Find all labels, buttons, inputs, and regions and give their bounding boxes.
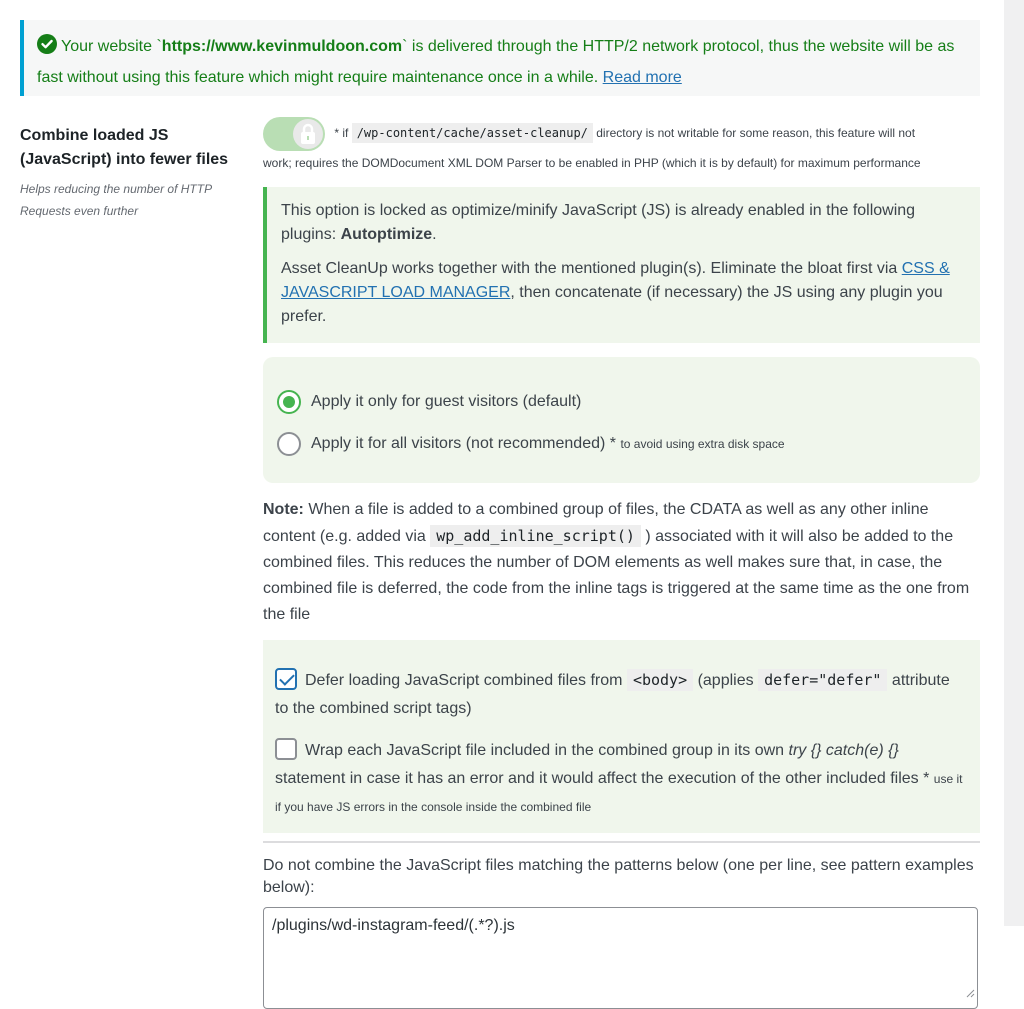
check-circle-icon <box>37 34 57 64</box>
notice-suffix: ` is delivered through the HTTP/2 network protocol, thus the website will be as fast without using this feature which might require maintenance once in a while. <box>37 38 955 86</box>
body-tag-code: <body> <box>627 669 693 691</box>
combine-options-box <box>263 640 980 833</box>
try-catch-text: try {} catch(e) {} <box>788 742 899 759</box>
load-manager-link[interactable]: CSS & JAVASCRIPT LOAD MANAGER <box>281 260 950 301</box>
lock-icon <box>298 123 318 157</box>
note-label: Note: <box>263 501 304 518</box>
setting-help: Helps reducing the number of HTTP Requests even further <box>20 182 212 218</box>
toggle-text-post: directory is not writable for some reason, this feature will not <box>596 126 916 141</box>
defer-text-2: (applies <box>697 672 754 689</box>
notice-url: https://www.kevinmuldoon.com <box>161 38 403 55</box>
toggle-text-pre: * if <box>334 126 349 141</box>
locked-paragraph-1 <box>281 199 964 247</box>
radio-option-all[interactable] <box>277 423 966 465</box>
defer-text-3: attribute to the combined script tags) <box>275 672 950 717</box>
resize-grip-icon[interactable] <box>965 982 975 1006</box>
divider <box>263 841 980 843</box>
defer-option <box>275 666 966 723</box>
toggle-row <box>263 117 980 151</box>
admin-right-edge <box>1004 0 1024 926</box>
radio-all[interactable] <box>277 432 301 456</box>
note-text-1: When a file is added to a combined group of files, the CDATA as well as any other inline content (e.g. added via <box>263 501 929 545</box>
read-more-link[interactable]: Read more <box>602 69 682 86</box>
setting-label-column <box>20 124 240 222</box>
combine-note <box>263 497 980 628</box>
locked-text-end: . <box>432 226 437 243</box>
radio-all-label: Apply it for all visitors (not recommended) * <box>311 435 616 452</box>
defer-text-1: Defer loading JavaScript combined files from <box>305 672 623 689</box>
radio-option-guests[interactable] <box>277 381 966 423</box>
exclude-patterns-value: /plugins/wd-instagram-feed/(.*?).js <box>272 917 515 934</box>
radio-all-hint: to avoid using extra disk space <box>620 437 785 451</box>
radio-guests-label: Apply it only for guest visitors (default) <box>311 393 582 410</box>
wrap-text-2: statement in case it has an error and it would affect the execution of the other included files * <box>275 770 930 787</box>
plugin-name: Autoptimize <box>340 226 433 243</box>
locked-notice <box>263 187 980 343</box>
setting-title: Combine loaded JS (JavaScript) into fewer files <box>20 127 229 168</box>
wrap-text-1: Wrap each JavaScript file included in the combined group in its own <box>305 742 785 759</box>
wrap-try-catch-checkbox[interactable] <box>275 738 297 760</box>
cache-path-code: /wp-content/cache/asset-cleanup/ <box>352 123 593 143</box>
toggle-requirement-text: work; requires the DOMDocument XML DOM Parser to be enabled in PHP (which it is by default) for maximum performance <box>263 156 921 170</box>
locked-p2-pre: Asset CleanUp works together with the mentioned plugin(s). Eliminate the bloat first via <box>281 260 898 277</box>
defer-checkbox[interactable] <box>275 668 297 690</box>
notice-prefix: Your website ` <box>61 38 162 55</box>
locked-paragraph-2 <box>281 257 964 329</box>
setting-content <box>263 117 980 1009</box>
inline-script-code: wp_add_inline_script() <box>430 525 641 547</box>
wrap-hint: use it if you have JS errors in the console inside the combined file <box>275 772 963 814</box>
locked-p2-post: , then concatenate (if necessary) the JS using any plugin you prefer. <box>281 284 943 325</box>
exclude-label: Do not combine the JavaScript files matching the patterns below (one per line, see pattern examples below): <box>263 857 974 896</box>
combine-js-toggle[interactable] <box>263 117 325 151</box>
locked-text: This option is locked as optimize/minify JavaScript (JS) is already enabled in the following plugins: <box>281 202 916 243</box>
wrap-option <box>275 737 966 821</box>
note-text-2: ) associated with it will also be added to the combined files. This reduces the number of DOM elements as well makes sure that, in case, the combined file is deferred, the code from the inline tags is triggered at the same time as the one from the file <box>263 528 970 623</box>
visitor-scope-options <box>263 357 980 483</box>
exclude-patterns-textarea[interactable] <box>263 907 978 1009</box>
http2-notice <box>20 20 980 96</box>
radio-guests[interactable] <box>277 390 301 414</box>
defer-attr-code: defer="defer" <box>758 669 887 691</box>
